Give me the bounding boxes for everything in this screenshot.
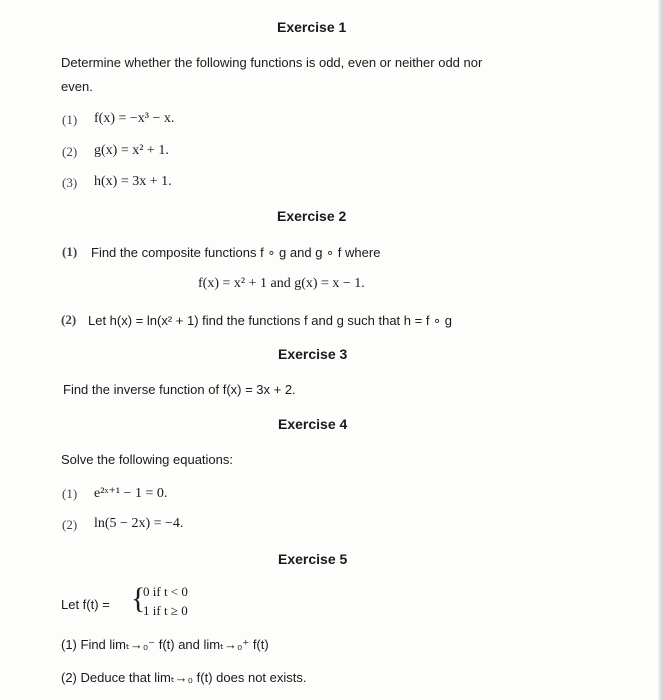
exercise-4-title: Exercise 4 — [278, 416, 348, 432]
exercise-1-title: Exercise 1 — [277, 19, 347, 35]
exercise-1-item-2-number: (2) — [62, 144, 78, 159]
exercise-4-item-2-number: (2) — [62, 517, 78, 532]
exercise-1-item-3-expression: h(x) = 3x + 1. — [94, 174, 172, 189]
exercise-1-item-1-number: (1) — [62, 112, 78, 127]
exercise-1-intro-line2: even. — [61, 79, 93, 94]
exercise-5-definition-lhs: Let f(t) = — [61, 597, 110, 612]
exercise-5-q1: (1) Find limₜ→₀⁻ f(t) and limₜ→₀⁺ f(t) — [61, 637, 269, 652]
exercise-3-text: Find the inverse function of f(x) = 3x + 2. — [63, 382, 296, 397]
exercise-4-item-1-expression: e²ˣ⁺¹ − 1 = 0. — [94, 486, 168, 501]
exercise-1-item-2-expression: g(x) = x² + 1. — [94, 143, 169, 158]
exercise-3-title: Exercise 3 — [278, 346, 348, 362]
exercise-2-q1-text: Find the composite functions f ∘ g and g ∘ f where — [91, 245, 381, 260]
exercise-2-q1-formula: f(x) = x² + 1 and g(x) = x − 1. — [198, 276, 365, 291]
exercise-2-q2-number: (2) — [61, 312, 77, 327]
exercise-1-item-1-expression: f(x) = −x³ − x. — [94, 111, 175, 126]
exercise-5-case-1: 0 if t < 0 — [143, 584, 188, 599]
exercise-4-item-2-expression: ln(5 − 2x) = −4. — [94, 516, 184, 531]
exercise-4-item-1-number: (1) — [62, 486, 78, 501]
exercise-1-intro-line1: Determine whether the following functions is odd, even or neither odd nor — [61, 55, 483, 70]
exercise-2-q2-text: Let h(x) = ln(x² + 1) find the functions f and g such that h = f ∘ g — [88, 313, 453, 328]
exercise-5-q2: (2) Deduce that limₜ→₀ f(t) does not exists. — [61, 670, 307, 685]
exercise-5-case-2: 1 if t ≥ 0 — [143, 603, 188, 618]
exercise-4-intro: Solve the following equations: — [61, 452, 234, 467]
exercise-2-title: Exercise 2 — [277, 208, 347, 224]
page-edge-shadow — [658, 0, 663, 700]
exercise-5-title: Exercise 5 — [278, 551, 348, 567]
piecewise-brace: { — [131, 582, 146, 615]
exercise-2-q1-number: (1) — [62, 244, 78, 259]
exercise-1-item-3-number: (3) — [62, 175, 78, 190]
